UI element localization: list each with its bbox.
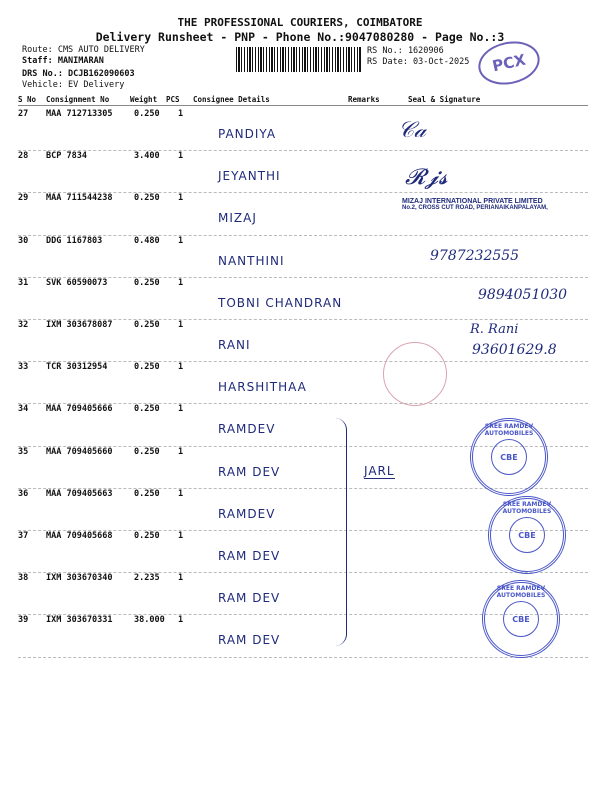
row-consignment: MAA 709405668 — [46, 531, 113, 541]
row-divider — [18, 657, 588, 658]
ramdev-stamp — [488, 496, 566, 574]
row-consignee: PANDIYA — [218, 127, 277, 141]
row-weight: 0.250 — [134, 446, 160, 457]
ramdev-stamp-center: CBE — [491, 439, 527, 475]
document-subtitle: Delivery Runsheet - PNP - Phone No.:9047080280 - Page No.:3 — [95, 30, 505, 44]
row-weight: 0.250 — [134, 488, 160, 499]
header-rule — [18, 105, 588, 106]
route-label: Route: CMS AUTO DELIVERY — [22, 45, 145, 55]
row-sno: 27 — [18, 109, 29, 119]
row-consignment: MAA 709405663 — [46, 488, 113, 499]
phone-31: 9894051030 — [478, 287, 568, 303]
row-pcs: 1 — [178, 109, 184, 119]
meta-right — [367, 46, 469, 68]
row-weight: 0.250 — [134, 277, 160, 288]
row-consignment: IXM 303678087 — [46, 320, 113, 330]
row-sno: 28 — [18, 151, 29, 162]
row-sno: 32 — [18, 320, 29, 330]
row-consignment: MAA 712713305 — [46, 109, 113, 119]
row-consignment: MAA 711544238 — [46, 193, 113, 204]
row-weight: 0.250 — [134, 362, 160, 373]
row-consignee: RAMDEV — [218, 506, 276, 521]
row-pcs: 1 — [178, 531, 184, 541]
drs-label: DRS No.: DCJB162090603 — [22, 69, 135, 79]
row-sno: 38 — [18, 573, 29, 584]
row-divider — [18, 235, 588, 236]
row-sno: 31 — [18, 277, 29, 288]
signature-32: R. Rani — [470, 322, 519, 337]
row-consignee: TOBNI CHANDRAN — [218, 295, 343, 310]
row-pcs: 1 — [178, 488, 184, 499]
row-consignee: HARSHITHAA — [218, 380, 307, 395]
rs-no-label: RS No.: 1620906 — [367, 46, 444, 56]
row-consignee: RAM DEV — [218, 591, 281, 606]
row-sno: 39 — [18, 615, 29, 626]
staff-label: Staff: MANIMARAN — [22, 56, 104, 66]
row-weight: 38.000 — [134, 615, 165, 626]
row-pcs: 1 — [178, 573, 184, 584]
row-sno: 36 — [18, 488, 29, 499]
row-consignment: MAA 709405660 — [46, 446, 113, 457]
row-weight: 0.250 — [134, 531, 160, 541]
row-pcs: 1 — [178, 193, 184, 204]
col-sno: S No — [18, 95, 37, 104]
barcode — [236, 47, 362, 72]
brace-mark — [330, 418, 347, 646]
ramdev-stamp — [470, 418, 548, 496]
meta-left — [22, 45, 145, 91]
row-pcs: 1 — [178, 277, 184, 288]
row-consignment: IXM 303670340 — [46, 573, 113, 584]
row-sno: 34 — [18, 404, 29, 415]
row-weight: 0.250 — [134, 320, 160, 330]
row-consignment: IXM 303670331 — [46, 615, 113, 626]
document-title: THE PROFESSIONAL COURIERS, COIMBATORE — [177, 16, 423, 29]
row-pcs: 1 — [178, 235, 184, 246]
col-seal: Seal & Signature — [408, 95, 481, 104]
phone-30: 9787232555 — [430, 248, 520, 264]
row-weight: 0.250 — [134, 193, 160, 204]
row-consignment: TCR 30312954 — [46, 362, 108, 373]
ramdev-stamp-center: CBE — [503, 601, 539, 637]
row-weight: 0.480 — [134, 235, 160, 246]
row-pcs: 1 — [178, 615, 184, 626]
row-consignment: SVK 60590073 — [46, 277, 108, 288]
row-sno: 29 — [18, 193, 29, 204]
ramdev-stamp-center: CBE — [509, 517, 545, 553]
row-weight: 2.235 — [134, 573, 160, 584]
row-sno: 30 — [18, 235, 29, 246]
col-consignee: Consignee Details — [193, 95, 270, 104]
row-consignee: RAMDEV — [218, 422, 276, 437]
row-sno: 37 — [18, 531, 29, 541]
row-sno: 35 — [18, 446, 29, 457]
row-pcs: 1 — [178, 446, 184, 457]
ramdev-stamp-ring: SREE RAMDEV AUTOMOBILES — [484, 423, 534, 437]
row-consignment: MAA 709405666 — [46, 404, 113, 415]
rs-date-label: RS Date: 03-Oct-2025 — [367, 57, 470, 67]
row-consignee: MIZAJ — [218, 211, 257, 226]
row-divider — [18, 150, 588, 151]
row-consignment: BCP 7834 — [46, 151, 87, 162]
row-consignment: DDG 1167803 — [46, 235, 103, 246]
col-pcs: PCS — [166, 95, 180, 104]
mizaj-stamp: MIZAJ INTERNATIONAL PRIVATE LIMITED No.2, CROSS CUT ROAD, PERIANAIKANPALAYAM, — [402, 198, 548, 211]
row-pcs: 1 — [178, 320, 184, 330]
row-consignee: JEYANTHI — [218, 169, 281, 184]
vehicle-label: Vehicle: EV Delivery — [22, 80, 125, 90]
row-weight: 0.250 — [134, 109, 160, 119]
row-consignee: RAM DEV — [218, 464, 281, 479]
row-weight: 0.250 — [134, 404, 160, 415]
pcx-stamp: PCX — [474, 36, 543, 90]
phone-32: 93601629.8 — [472, 342, 557, 358]
row-pcs: 1 — [178, 151, 184, 162]
remarks-mark: JARL — [364, 464, 395, 478]
row-consignee: RANI — [218, 338, 251, 352]
signature-27: 𝒞𝒶 — [398, 118, 427, 143]
row-consignee: RAM DEV — [218, 549, 281, 563]
row-pcs: 1 — [178, 404, 184, 415]
col-remarks: Remarks — [348, 95, 380, 104]
signature-28: 𝓡𝓳𝓼 — [405, 165, 448, 190]
row-consignee: NANTHINI — [218, 253, 285, 268]
row-pcs: 1 — [178, 362, 184, 373]
ramdev-stamp-ring: SREE RAMDEV AUTOMOBILES — [496, 585, 546, 599]
row-sno: 33 — [18, 362, 29, 373]
ramdev-stamp — [482, 580, 560, 658]
ramdev-stamp-ring: SREE RAMDEV AUTOMOBILES — [502, 501, 552, 515]
row-consignee: RAM DEV — [218, 633, 281, 648]
col-consignment: Consignment No — [46, 95, 110, 104]
col-weight: Weight — [130, 95, 158, 104]
row-weight: 3.400 — [134, 151, 160, 162]
faded-seal-33 — [383, 342, 447, 406]
